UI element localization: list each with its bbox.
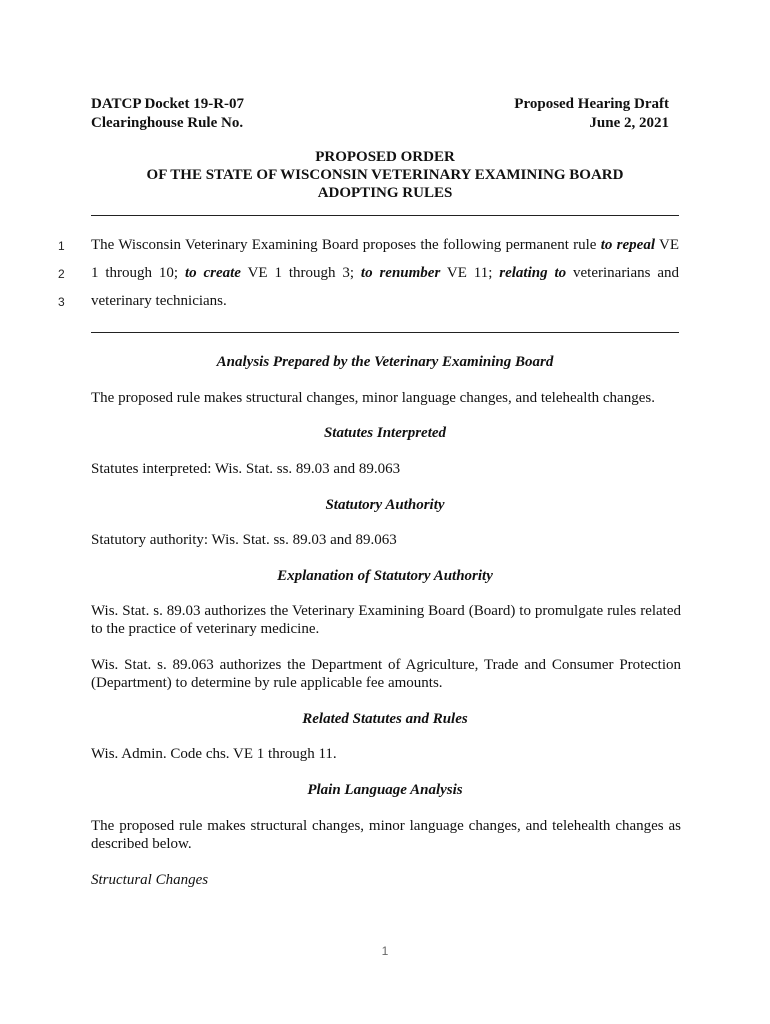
divider-top: [91, 215, 679, 216]
title-line-3: ADOPTING RULES: [317, 185, 453, 201]
line-number-2: 2: [58, 267, 65, 281]
plain-language-text: The proposed rule makes structural changes, minor language changes, and telehealth changes as described below.: [91, 818, 681, 852]
statutory-authority-text: Statutory authority: Wis. Stat. ss. 89.03 and 89.063: [91, 532, 397, 548]
structural-changes-heading: Structural Changes: [91, 872, 209, 888]
draft-date: June 2, 2021: [589, 115, 669, 131]
analysis-intro: The proposed rule makes structural changes, minor language changes, and telehealth changes.: [91, 390, 655, 406]
header-left: [91, 95, 244, 133]
page-number: 1: [381, 944, 389, 958]
order-line-1: The Wisconsin Veterinary Examining Board proposes the following permanent rule to repeal VE: [91, 237, 679, 253]
title-line-1: PROPOSED ORDER: [315, 149, 455, 165]
plain-language-heading: Plain Language Analysis: [307, 782, 463, 798]
order-line-2: 1 through 10; to create VE 1 through 3; to renumber VE 11; relating to veterinarians and: [91, 265, 680, 281]
analysis-heading: Analysis Prepared by the Veterinary Examining Board: [216, 354, 554, 370]
line-number-1: 1: [58, 239, 65, 253]
line-number-3: 3: [58, 295, 65, 309]
explanation-heading: Explanation of Statutory Authority: [277, 568, 493, 584]
statutes-interpreted-text: Statutes interpreted: Wis. Stat. ss. 89.03 and 89.063: [91, 461, 401, 477]
header-right: [460, 95, 669, 133]
clearinghouse-rule: Clearinghouse Rule No.: [91, 115, 244, 131]
related-statutes-text: Wis. Admin. Code chs. VE 1 through 11.: [91, 746, 337, 762]
related-statutes-heading: Related Statutes and Rules: [302, 711, 468, 727]
order-line-3: veterinary technicians.: [91, 293, 227, 309]
statutory-authority-heading: Statutory Authority: [325, 497, 445, 513]
explanation-paragraph-1: Wis. Stat. s. 89.03 authorizes the Veterinary Examining Board (Board) to promulgate rules related to the practice of veterinary medicine.: [91, 603, 681, 637]
statutes-interpreted-heading: Statutes Interpreted: [323, 425, 447, 441]
divider-bottom: [91, 332, 679, 333]
docket-number: DATCP Docket 19-R-07: [91, 96, 245, 112]
draft-label: Proposed Hearing Draft: [514, 96, 669, 112]
title-line-2: OF THE STATE OF WISCONSIN VETERINARY EXAMINING BOARD: [146, 167, 624, 183]
explanation-paragraph-2: Wis. Stat. s. 89.063 authorizes the Department of Agriculture, Trade and Consumer Protection (Department) to determine by rule applicable fee amounts.: [91, 657, 681, 691]
